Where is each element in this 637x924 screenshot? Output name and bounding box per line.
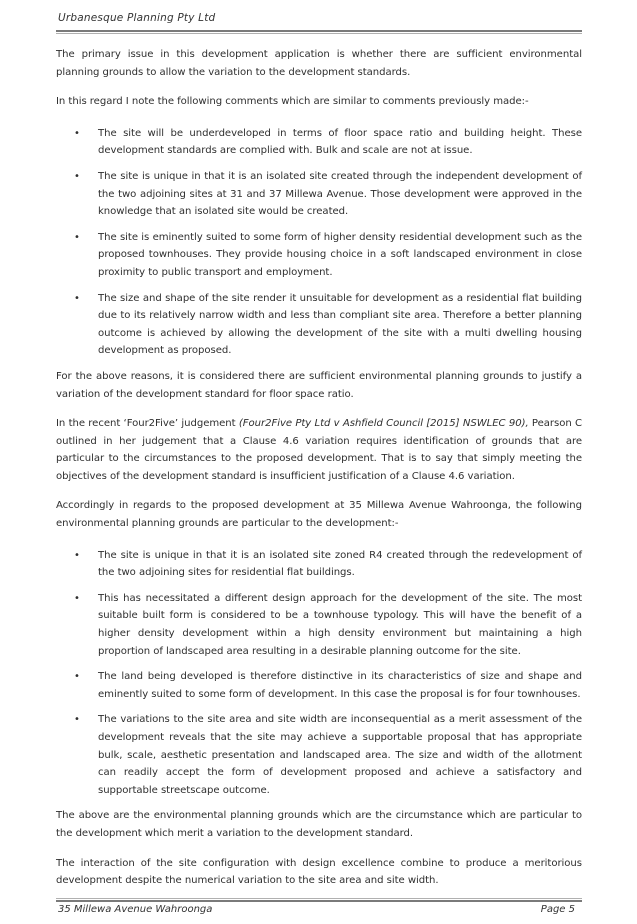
bullet-icon: • xyxy=(74,714,80,726)
list-item-text: The site will be underdeveloped in terms of floor space ratio and building height. These development standards are complied with. Bulk and scale are not at issue. xyxy=(98,127,582,157)
page-body xyxy=(56,46,582,902)
paragraph-intro-comments: In this regard I note the following comments which are similar to comments previously made:- xyxy=(56,96,529,108)
bullet-list-comments xyxy=(56,125,582,360)
paragraph-interaction: The interaction of the site configuration with design excellence combine to produce a meritorious development despite the numerical variation to the site area and site width. xyxy=(56,857,582,887)
paragraph-environmental-grounds: The above are the environmental planning grounds which are the circumstance which are particular to the development which merit a variation to the development standard. xyxy=(56,810,582,839)
list-item-text: The land being developed is therefore distinctive in its characteristics of size and shape and eminently suited to some form of development. In this case the proposal is for four townhouses. xyxy=(98,671,582,700)
list-item-text: The site is unique in that it is an isolated site created through the independent development of the two adjoining sites at 31 and 37 Millewa Avenue. Those development were approved in the knowledge that an isolated site would be created. xyxy=(98,170,582,218)
list-item-text: The site is unique in that it is an isolated site zoned R4 created through the redevelopment of the two adjoining sites for residential flat buildings. xyxy=(98,549,582,579)
list-item-text: The size and shape of the site render it unsuitable for development as a residential flat building due to its relatively narrow width and less than compliant site area. Therefore a better planning outcome is achieved by allowing the development of the site with a multi dwelling housing development as proposed. xyxy=(98,292,582,357)
list-item xyxy=(56,125,582,160)
bullet-icon: • xyxy=(74,592,80,604)
four2five-text-a: In the recent ‘Four2Five’ judgement xyxy=(56,418,239,430)
list-item xyxy=(56,590,582,660)
running-header: Urbanesque Planning Pty Ltd xyxy=(58,12,216,24)
list-item-text: This has necessitated a different design approach for the development of the site. The most suitable built form is considered to be a townhouse typology. This will have the benefit of a higher density development within a high density environment but maintaining a high proportion of landscaped area resulting in a desirable planning outcome for the site. xyxy=(98,592,582,657)
paragraph-four2five xyxy=(56,415,582,485)
list-item xyxy=(56,668,582,703)
bullet-icon: • xyxy=(74,292,80,304)
bullet-icon: • xyxy=(74,170,80,182)
bullet-icon: • xyxy=(74,127,80,139)
footer-address: 35 Millewa Avenue Wahroonga xyxy=(58,904,213,915)
bullet-icon: • xyxy=(74,231,80,243)
bullet-icon: • xyxy=(74,549,80,561)
paragraph-primary-issue: The primary issue in this development application is whether there are sufficient environmental planning grounds to allow the variation to the development standards. xyxy=(56,49,582,78)
header-rule xyxy=(56,30,582,34)
list-item xyxy=(56,711,582,799)
list-item xyxy=(56,547,582,582)
four2five-text-b: Pearson C outlined in her judgement that a Clause 4.6 variation requires identification of grounds that are particular to the circumstances to the proposed development. That is to say that simply meeting the objectives of the development standard is insufficient justification of a Clause 4.6 variation. xyxy=(56,418,582,482)
paragraph-accordingly: Accordingly in regards to the proposed development at 35 Millewa Avenue Wahroonga, the following environmental planning grounds are particular to the development:- xyxy=(56,500,582,530)
list-item xyxy=(56,168,582,221)
page-number: Page 5 xyxy=(540,904,575,915)
list-item-text: The variations to the site area and site width are inconsequential as a merit assessment of the development reveals that the site may achieve a supportable proposal that has appropriate bulk, scale, aesthetic presentation and landscaped area. The size and width of the allotment can readily accept the form of development proposed and achieve a satisfactory and supportable streetscape outcome. xyxy=(98,714,582,796)
list-item xyxy=(56,290,582,360)
list-item xyxy=(56,229,582,282)
bullet-list-grounds xyxy=(56,547,582,800)
footer-rule xyxy=(56,898,582,902)
paragraph-above-reasons: For the above reasons, it is considered there are sufficient environmental planning grounds to justify a variation of the development standard for floor space ratio. xyxy=(56,370,582,400)
list-item-text: The site is eminently suited to some form of higher density residential development such as the proposed townhouses. They provide housing choice in a soft landscaped environment in close proximity to public transport and employment. xyxy=(98,231,582,278)
bullet-icon: • xyxy=(74,671,80,683)
case-citation: (Four2Five Pty Ltd v Ashfield Council [2015] NSWLEC 90), xyxy=(238,418,529,430)
